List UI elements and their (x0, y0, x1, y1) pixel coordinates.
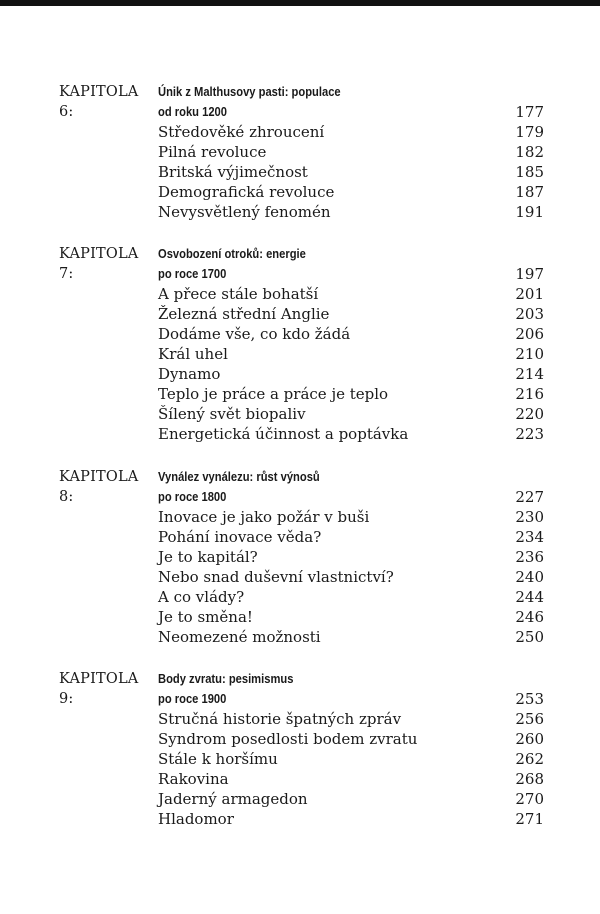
chapter-title-line1: Body zvratu: pesimismus (158, 671, 294, 686)
entry-title: Pilná revoluce (158, 143, 267, 161)
entry-title: Středověké zhroucení (158, 123, 325, 141)
toc-entry (158, 142, 544, 162)
chapter-page: 197 (515, 265, 544, 283)
toc-entry (158, 567, 544, 587)
entry-title: Je to směna! (158, 608, 253, 626)
entry-title: Nevysvětlený fenomén (158, 203, 331, 221)
entry-title: Inovace je jako požár v buši (158, 508, 370, 526)
entry-page: 220 (515, 405, 544, 423)
entry-page: 201 (515, 285, 544, 303)
chapter-label: KAPITOLA 8: (59, 469, 139, 505)
chapter-title-line2: od roku 1200 (158, 104, 227, 119)
toc-entry (158, 284, 544, 304)
entry-page: 223 (515, 425, 544, 443)
chapter-title-line2: po roce 1700 (158, 266, 227, 281)
entry-title: Teplo je práce a práce je teplo (158, 385, 389, 403)
chapter-title-line1: Osvobození otroků: energie (158, 246, 306, 261)
entry-title: Dynamo (158, 365, 221, 383)
entry-title: Železná střední Anglie (158, 305, 330, 323)
entry-title: Stále k horšímu (158, 750, 278, 768)
entry-title: Nebo snad duševní vlastnictví? (158, 568, 394, 586)
toc-entry (158, 627, 544, 647)
toc-entry (158, 809, 544, 829)
chapter-page: 253 (515, 690, 544, 708)
entry-title: A přece stále bohatší (158, 285, 319, 303)
chapter-label: KAPITOLA 9: (59, 671, 139, 707)
toc-entry (158, 769, 544, 789)
entry-title: Dodáme vše, co kdo žádá (158, 325, 351, 343)
toc-entry (158, 384, 544, 404)
entry-page: 262 (515, 750, 544, 768)
entry-page: 216 (515, 385, 544, 403)
toc-entry (158, 424, 544, 444)
entry-title: Šílený svět biopaliv (158, 405, 306, 423)
entry-title: Král uhel (158, 345, 228, 363)
chapter-title-line1: Únik z Malthusovy pasti: populace (158, 84, 341, 99)
entry-title: Pohání inovace věda? (158, 528, 322, 546)
entry-page: 179 (515, 123, 544, 141)
entry-title: A co vlády? (158, 588, 245, 606)
toc-entry (158, 122, 544, 142)
toc-entry (158, 789, 544, 809)
entry-title: Energetická účinnost a poptávka (158, 425, 409, 443)
entry-page: 182 (515, 143, 544, 161)
entry-title: Britská výjimečnost (158, 163, 308, 181)
toc-entry (158, 202, 544, 222)
toc-entry (158, 547, 544, 567)
entry-title: Syndrom posedlosti bodem zvratu (158, 730, 418, 748)
entry-page: 191 (515, 203, 544, 221)
entry-title: Jaderný armagedon (158, 790, 308, 808)
entry-page: 256 (515, 710, 544, 728)
entry-page: 230 (515, 508, 544, 526)
entry-page: 187 (515, 183, 544, 201)
toc-entry (158, 324, 544, 344)
toc-entry (158, 344, 544, 364)
entry-page: 268 (515, 770, 544, 788)
entry-page: 214 (515, 365, 544, 383)
entry-page: 250 (515, 628, 544, 646)
toc-entry (158, 364, 544, 384)
toc-entry (158, 507, 544, 527)
entry-page: 271 (515, 810, 544, 828)
entry-page: 203 (515, 305, 544, 323)
entry-title: Stručná historie špatných zpráv (158, 710, 402, 728)
entry-title: Demografická revoluce (158, 183, 335, 201)
toc-entry (158, 404, 544, 424)
toc-entry (158, 182, 544, 202)
chapter-title-line1: Vynález vynálezu: růst výnosů (158, 469, 320, 484)
entry-title: Neomezené možnosti (158, 628, 321, 646)
entry-page: 206 (515, 325, 544, 343)
toc-entry (158, 607, 544, 627)
toc-entry (158, 709, 544, 729)
chapter-label: KAPITOLA 6: (59, 84, 139, 120)
chapter-title-line2: po roce 1900 (158, 691, 227, 706)
chapter-page: 177 (515, 103, 544, 121)
entry-page: 244 (515, 588, 544, 606)
toc-entry (158, 527, 544, 547)
entry-page: 185 (515, 163, 544, 181)
toc-entry (158, 304, 544, 324)
toc-entry (158, 729, 544, 749)
entry-title: Je to kapitál? (158, 548, 258, 566)
chapter-title-line2: po roce 1800 (158, 489, 227, 504)
toc-entry (158, 587, 544, 607)
entry-title: Hladomor (158, 810, 234, 828)
entry-page: 270 (515, 790, 544, 808)
entry-page: 234 (515, 528, 544, 546)
entry-title: Rakovina (158, 770, 229, 788)
chapter-page: 227 (515, 488, 544, 506)
entry-page: 240 (515, 568, 544, 586)
toc-entry (158, 162, 544, 182)
entry-page: 260 (515, 730, 544, 748)
chapter-label: KAPITOLA 7: (59, 246, 139, 282)
entry-page: 246 (515, 608, 544, 626)
toc-entry (158, 749, 544, 769)
entry-page: 210 (515, 345, 544, 363)
entry-page: 236 (515, 548, 544, 566)
